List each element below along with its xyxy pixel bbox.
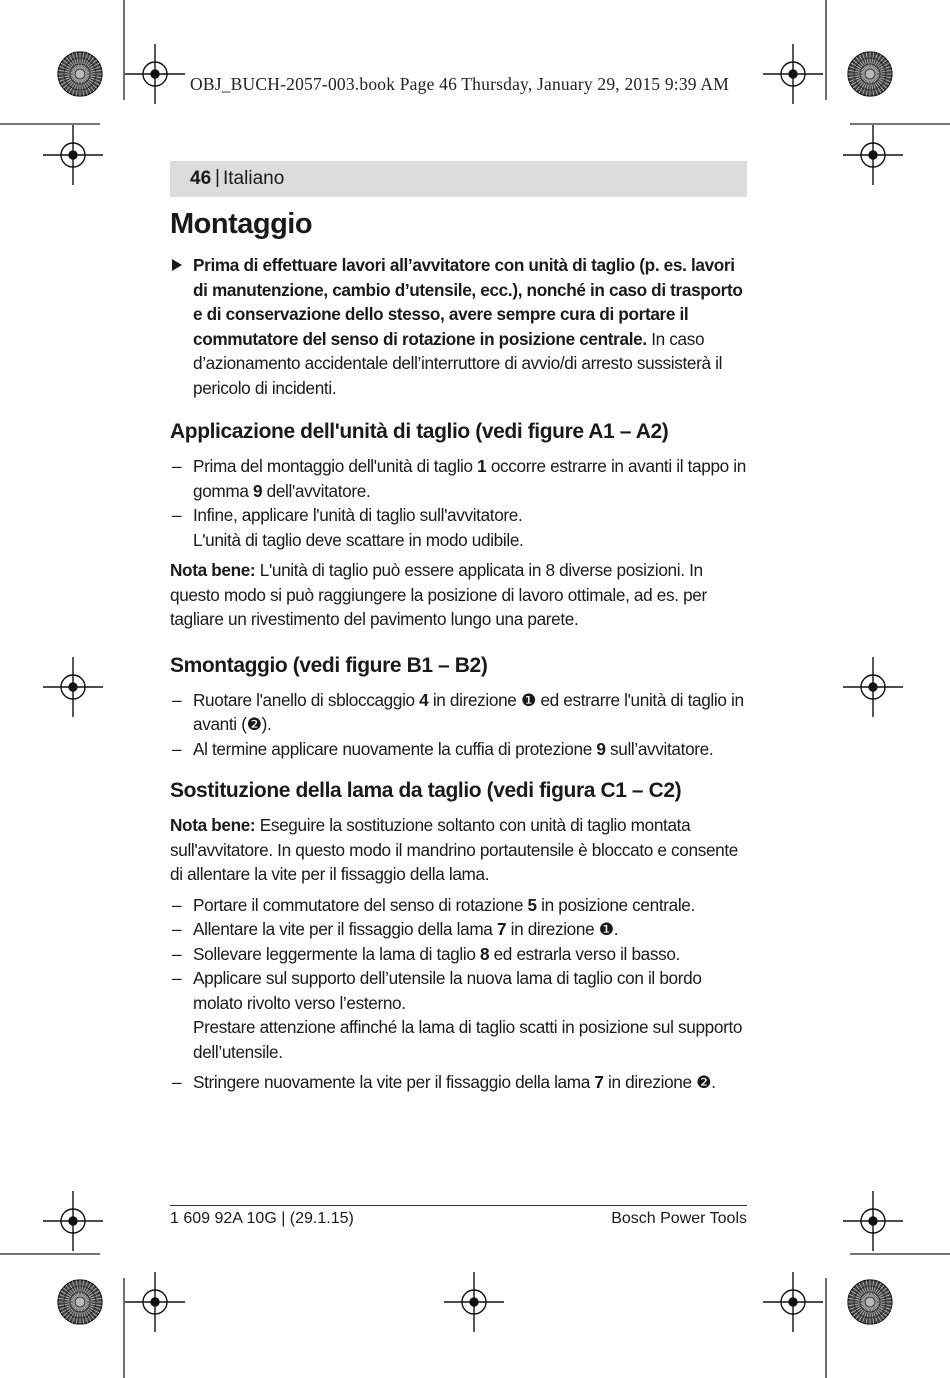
ref-number: 9 — [596, 738, 606, 759]
dash-bullet: – — [172, 738, 182, 759]
footer-rule — [170, 1205, 747, 1206]
dash-bullet: – — [172, 505, 182, 525]
color-target-rosette — [58, 52, 102, 96]
list-text: in posizione centrale. — [536, 894, 695, 915]
language-label: Italiano — [223, 168, 285, 189]
list-text: Al termine applicare nuovamente la cuffia di protezione — [193, 738, 597, 759]
registration-crosshair — [843, 657, 903, 717]
list-item — [170, 454, 750, 503]
registration-crosshair — [43, 125, 103, 185]
note-label: Nota bene: — [170, 815, 256, 835]
list-text: . — [613, 919, 619, 939]
color-target-rosette — [848, 1280, 892, 1324]
list-text: L'unità di taglio deve scattare in modo udibile. — [193, 529, 524, 550]
page-content — [170, 205, 750, 1095]
ref-number: 7 — [496, 919, 507, 939]
warning-triangle-icon — [172, 259, 182, 271]
list-text: Sollevare leggermente la lama di taglio — [193, 943, 480, 964]
list-text: occorre estrarre in avanti il tappo in gomma — [193, 456, 746, 501]
dash-bullet: – — [172, 1072, 182, 1092]
ref-number: 7 — [594, 1072, 604, 1092]
list-item — [170, 893, 750, 918]
registration-crosshair — [763, 1272, 823, 1332]
ref-number: 4 — [419, 689, 429, 710]
list-item — [170, 942, 750, 967]
list-text: in direzione — [428, 689, 521, 710]
page-title: Montaggio — [170, 208, 313, 240]
page-header — [170, 161, 747, 197]
list-text: Stringere nuovamente la vite per il fissaggio della lama — [193, 1072, 595, 1092]
note-text: Eseguire la sostituzione soltanto con unità di taglio montata sull'avvitatore. In questo modo il mandrino portautensile è bloccato e consente di allentare la vite per il fissaggio della lama. — [170, 815, 738, 884]
color-target-rosette — [848, 52, 892, 96]
list-text: in direzione — [506, 919, 599, 939]
list-item — [170, 1070, 750, 1095]
direction-1-icon: ❶ — [598, 919, 614, 939]
section-heading-sostituzione: Sostituzione della lama da taglio (vedi figura C1 – C2) — [170, 779, 682, 802]
dash-bullet: – — [172, 894, 182, 915]
dash-bullet: – — [172, 943, 182, 964]
page-number: 46 — [190, 168, 212, 189]
safety-warning — [170, 253, 750, 400]
registration-crosshair — [125, 44, 185, 104]
list-text: Portare il commutatore del senso di rotazione — [193, 894, 528, 915]
note-paragraph — [170, 813, 750, 887]
book-info-line: OBJ_BUCH-2057-003.book Page 46 Thursday, January 29, 2015 9:39 AM — [190, 74, 729, 94]
dash-bullet: – — [172, 689, 182, 710]
direction-1-icon: ❶ — [520, 689, 537, 710]
list-text: in direzione — [603, 1072, 697, 1092]
registration-crosshair — [763, 44, 823, 104]
dash-bullet: – — [172, 919, 182, 939]
list-text: ). — [261, 714, 272, 734]
note-text: L'unità di taglio può essere applicata in 8 diverse posizioni. In questo modo si può raggiungere la posizione di lavoro ottimale, ad es. per tagliare un rivestimento del pavimento lungo una parete. — [170, 560, 707, 629]
ref-number: 1 — [477, 456, 487, 476]
list-item — [170, 737, 750, 762]
footer-part-number: 1 609 92A 10G | (29.1.15) — [170, 1210, 354, 1227]
header-separator: | — [215, 167, 220, 188]
section-heading-smontaggio: Smontaggio (vedi figure B1 – B2) — [170, 653, 488, 677]
list-text: dell'avvitatore. — [262, 480, 371, 501]
direction-2-icon: ❷ — [246, 714, 262, 734]
registration-crosshair — [43, 1191, 103, 1251]
list-text: Ruotare l'anello di sbloccaggio — [193, 689, 420, 710]
warning-bold-text: Prima di effettuare lavori all’avvitatore con unità di taglio (p. es. lavori di manutenzione, cambio d’utensile, ecc.), nonché in caso di trasporto e di conservazione dello stesso, avere sempre cura di portare il commutatore del senso di rotazione in posizione centrale. — [193, 255, 743, 349]
ref-number: 9 — [253, 480, 263, 501]
warning-text: In caso d’azionamento accidentale dell’interruttore di avvio/di arresto sussisterà il pericolo di incidenti. — [193, 328, 723, 398]
list-item — [170, 503, 750, 552]
registration-crosshair — [444, 1272, 504, 1332]
dash-bullet: – — [172, 968, 182, 988]
list-item — [170, 966, 750, 1064]
footer-brand: Bosch Power Tools — [611, 1210, 747, 1227]
ref-number: 5 — [527, 894, 537, 915]
registration-crosshair — [125, 1272, 185, 1332]
note-label: Nota bene: — [170, 560, 256, 580]
direction-2-icon: ❷ — [696, 1072, 712, 1092]
list-text: Infine, applicare l'unità di taglio sull'avvitatore. — [193, 505, 523, 525]
registration-crosshair — [43, 657, 103, 717]
section-heading-applicazione: Applicazione dell'unità di taglio (vedi figure A1 – A2) — [170, 420, 669, 443]
list-text: sull’avvitatore. — [605, 738, 714, 759]
list-text: Prima del montaggio dell'unità di taglio — [193, 456, 478, 476]
list-text: Prestare attenzione affinché la lama di taglio scatti in posizione sul supporto dell’utensile. — [193, 1017, 743, 1062]
list-text: ed estrarre l'unità di taglio in avanti ( — [193, 689, 744, 734]
list-text: Allentare la vite per il fissaggio della lama — [193, 919, 497, 939]
color-target-rosette — [58, 1280, 102, 1324]
list-text: Applicare sul supporto dell’utensile la nuova lama di taglio con il bordo molato rivolto verso l’esterno. — [193, 968, 702, 1013]
note-paragraph — [170, 558, 750, 632]
list-item — [170, 688, 750, 737]
registration-crosshair — [843, 1191, 903, 1251]
list-text: . — [711, 1072, 716, 1092]
ref-number: 8 — [479, 943, 490, 964]
dash-bullet: – — [172, 456, 182, 476]
registration-crosshair — [843, 125, 903, 185]
list-text: ed estrarla verso il basso. — [489, 943, 680, 964]
list-item — [170, 917, 750, 942]
